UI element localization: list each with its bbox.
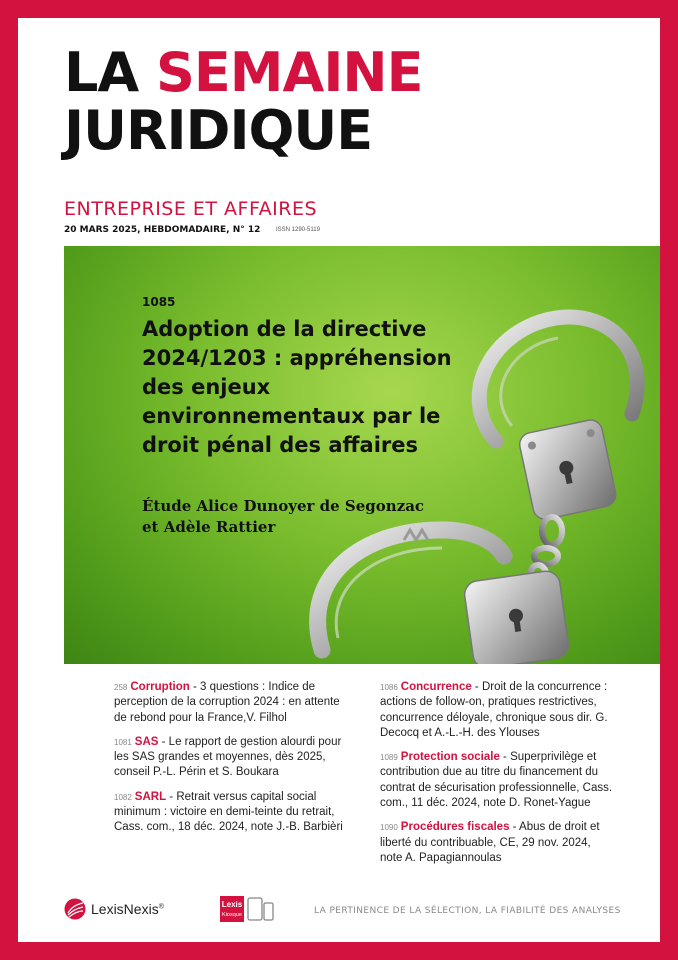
masthead-semaine: SEMAINE bbox=[156, 41, 423, 104]
toc-number: 1086 bbox=[380, 683, 398, 692]
toc-item[interactable] bbox=[114, 680, 348, 726]
toc-keyword: SARL bbox=[134, 790, 167, 803]
toc-keyword: Corruption bbox=[130, 681, 190, 693]
toc-text: - Retrait versus capital social minimum : victoire en demi-teinte du retrait, Cass. com., 18 déc. 2024, note J.-B. Barbièri bbox=[114, 790, 343, 834]
toc-text: - Superprivilège et contribution due au titre du financement du contrat de sécurisation professionnelle, Cass. com., 11 déc. 2024, note D. Ronet-Yague bbox=[380, 751, 613, 810]
toc-item[interactable] bbox=[380, 750, 616, 811]
article-authors: Étude Alice Dunoyer de Segonzac et Adèle Rattier bbox=[142, 497, 425, 536]
edition-title: ENTREPRISE ET AFFAIRES bbox=[64, 198, 318, 220]
lexisnexis-logo[interactable] bbox=[64, 898, 164, 920]
toc-text: - Le rapport de gestion alourdi pour les SAS grandes et moyennes, dès 2025, conseil P.-L. Périn et S. Boukara bbox=[114, 735, 342, 779]
table-of-contents-right bbox=[380, 680, 616, 875]
masthead-la: LA bbox=[64, 41, 157, 104]
masthead-juridique: JURIDIQUE bbox=[64, 99, 373, 162]
toc-keyword: Concurrence bbox=[400, 681, 472, 693]
kiosque-label-kiosque: Kiosque bbox=[222, 912, 242, 918]
toc-text: - Abus de droit et liberté du contribuable, CE, 29 nov. 2024, note A. Papagiannoulas bbox=[380, 821, 600, 864]
toc-item[interactable] bbox=[114, 790, 348, 836]
brand-name bbox=[91, 901, 164, 917]
toc-text: - 3 questions : Indice de perception de la corruption 2024 : en attente de rebond pour la France,V. Filhol bbox=[114, 681, 340, 724]
masthead bbox=[64, 41, 423, 162]
lexis-kiosque-badge[interactable] bbox=[220, 895, 276, 928]
toc-number: 1089 bbox=[380, 753, 398, 763]
magazine-cover bbox=[18, 18, 660, 942]
toc-number: 1081 bbox=[114, 737, 132, 747]
toc-keyword: Protection sociale bbox=[400, 751, 500, 764]
cover-feature[interactable] bbox=[64, 246, 660, 664]
toc-keyword: Procédures fiscales bbox=[400, 821, 510, 834]
issue-line: 20 MARS 2025, HEBDOMADAIRE, N° 12 bbox=[64, 225, 261, 235]
toc-number: 1090 bbox=[380, 823, 398, 833]
issn: ISSN 1290-5119 bbox=[276, 227, 320, 233]
toc-keyword: SAS bbox=[134, 735, 159, 748]
brand-mark: ® bbox=[158, 903, 164, 911]
kiosque-label-lexis: Lexis bbox=[221, 900, 243, 909]
toc-number: 1082 bbox=[114, 792, 132, 802]
brand-name-text: LexisNexis bbox=[91, 901, 159, 917]
footer-tagline: LA PERTINENCE DE LA SÉLECTION, LA FIABILITÉ DES ANALYSES bbox=[314, 906, 621, 916]
table-of-contents-left bbox=[114, 680, 348, 845]
toc-item[interactable] bbox=[380, 820, 616, 866]
article-number: 1085 bbox=[142, 295, 176, 309]
kiosque-devices-icon bbox=[220, 895, 276, 923]
toc-text: - Droit de la concurrence : actions de follow-on, pratiques restrictives, concurrence déloyale, chronique sous dir. G. Decocq et A.-L.-H. des Ylouses bbox=[380, 681, 608, 739]
toc-number: 258 bbox=[114, 683, 128, 692]
toc-item[interactable] bbox=[114, 735, 348, 781]
lexisnexis-emblem-icon bbox=[64, 898, 86, 920]
toc-item[interactable] bbox=[380, 680, 616, 741]
article-title[interactable]: Adoption de la directive 2024/1203 : appréhension des enjeux environnementaux par le droit pénal des affaires bbox=[142, 317, 452, 457]
